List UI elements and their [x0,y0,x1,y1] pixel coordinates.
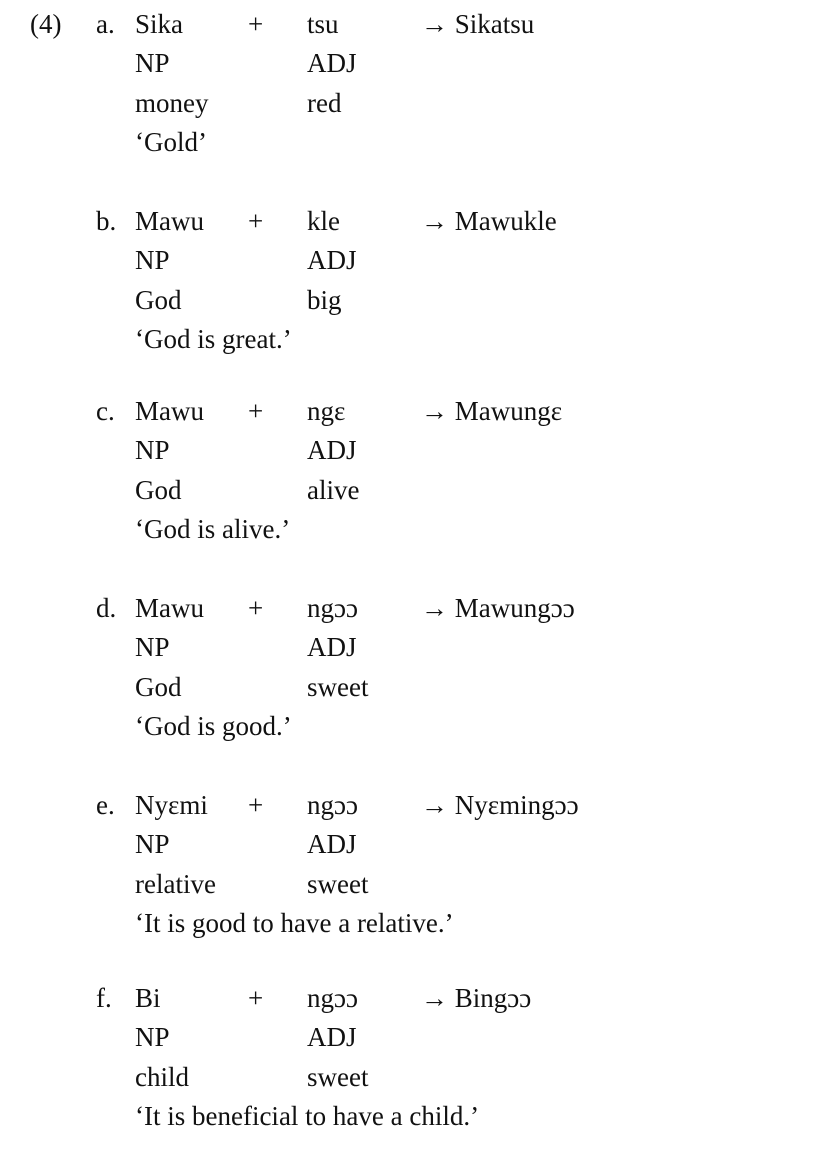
category-line [0,240,827,280]
second-gloss: alive [307,475,360,505]
first-gloss: God [135,475,182,505]
second-gloss: sweet [307,672,369,702]
first-category: NP [135,829,170,859]
second-gloss: sweet [307,869,369,899]
plus-sign: + [248,9,264,39]
gloss-line [0,1057,827,1097]
example-number: (4) [30,9,62,39]
first-gloss: God [135,672,182,702]
example-form-line [0,201,827,241]
second-gloss: red [307,88,342,118]
example-form-line [0,588,827,628]
first-gloss: child [135,1062,189,1092]
second-category: ADJ [307,829,357,859]
first-category: NP [135,245,170,275]
example-letter: a. [96,9,115,39]
compound-result: → Bingɔɔ [421,983,532,1013]
first-category: NP [135,48,170,78]
example-letter: e. [96,790,115,820]
second-word: ngɔɔ [307,593,358,623]
gloss-line [0,667,827,707]
plus-sign: + [248,206,264,236]
translation-line [0,903,827,943]
translation-line [0,1096,827,1136]
second-category: ADJ [307,632,357,662]
gloss-line [0,83,827,123]
example-form-line [0,391,827,431]
plus-sign: + [248,790,264,820]
plus-sign: + [248,983,264,1013]
example-letter: f. [96,983,112,1013]
example-form-line [0,978,827,1018]
first-word: Bi [135,983,161,1013]
plus-sign: + [248,593,264,623]
first-gloss: relative [135,869,216,899]
translation-line [0,319,827,359]
category-line [0,824,827,864]
second-word: kle [307,206,340,236]
first-word: Sika [135,9,184,39]
example-form-line [0,785,827,825]
example-form-line [0,4,827,44]
translation: ‘God is alive.’ [135,514,291,544]
second-word: ngɔɔ [307,790,358,820]
example-letter: b. [96,206,117,236]
gloss-line [0,280,827,320]
first-category: NP [135,1022,170,1052]
compound-result: → Mawungɔɔ [421,593,575,623]
second-category: ADJ [307,48,357,78]
second-category: ADJ [307,435,357,465]
category-line [0,430,827,470]
category-line [0,1017,827,1057]
category-line [0,627,827,667]
example-letter: d. [96,593,117,623]
gloss-line [0,864,827,904]
first-word: Mawu [135,593,204,623]
second-word: tsu [307,9,339,39]
translation: ‘Gold’ [135,127,207,157]
example-letter: c. [96,396,115,426]
translation-line [0,122,827,162]
gloss-line [0,470,827,510]
translation: ‘God is great.’ [135,324,292,354]
second-gloss: big [307,285,342,315]
plus-sign: + [248,396,264,426]
translation-line [0,509,827,549]
translation-line [0,706,827,746]
translation: ‘It is good to have a relative.’ [135,908,454,938]
first-gloss: money [135,88,209,118]
compound-result: → Mawungɛ [421,396,563,426]
second-category: ADJ [307,245,357,275]
compound-result: → Sikatsu [421,9,535,39]
translation: ‘God is good.’ [135,711,292,741]
translation: ‘It is beneficial to have a child.’ [135,1101,480,1131]
first-gloss: God [135,285,182,315]
second-word: ngɔɔ [307,983,358,1013]
second-category: ADJ [307,1022,357,1052]
first-word: Mawu [135,396,204,426]
first-category: NP [135,435,170,465]
second-gloss: sweet [307,1062,369,1092]
first-word: Nyɛmi [135,790,208,820]
compound-result: → Nyɛmingɔɔ [421,790,579,820]
compound-result: → Mawukle [421,206,557,236]
category-line [0,43,827,83]
second-word: ngɛ [307,396,346,426]
first-word: Mawu [135,206,204,236]
first-category: NP [135,632,170,662]
